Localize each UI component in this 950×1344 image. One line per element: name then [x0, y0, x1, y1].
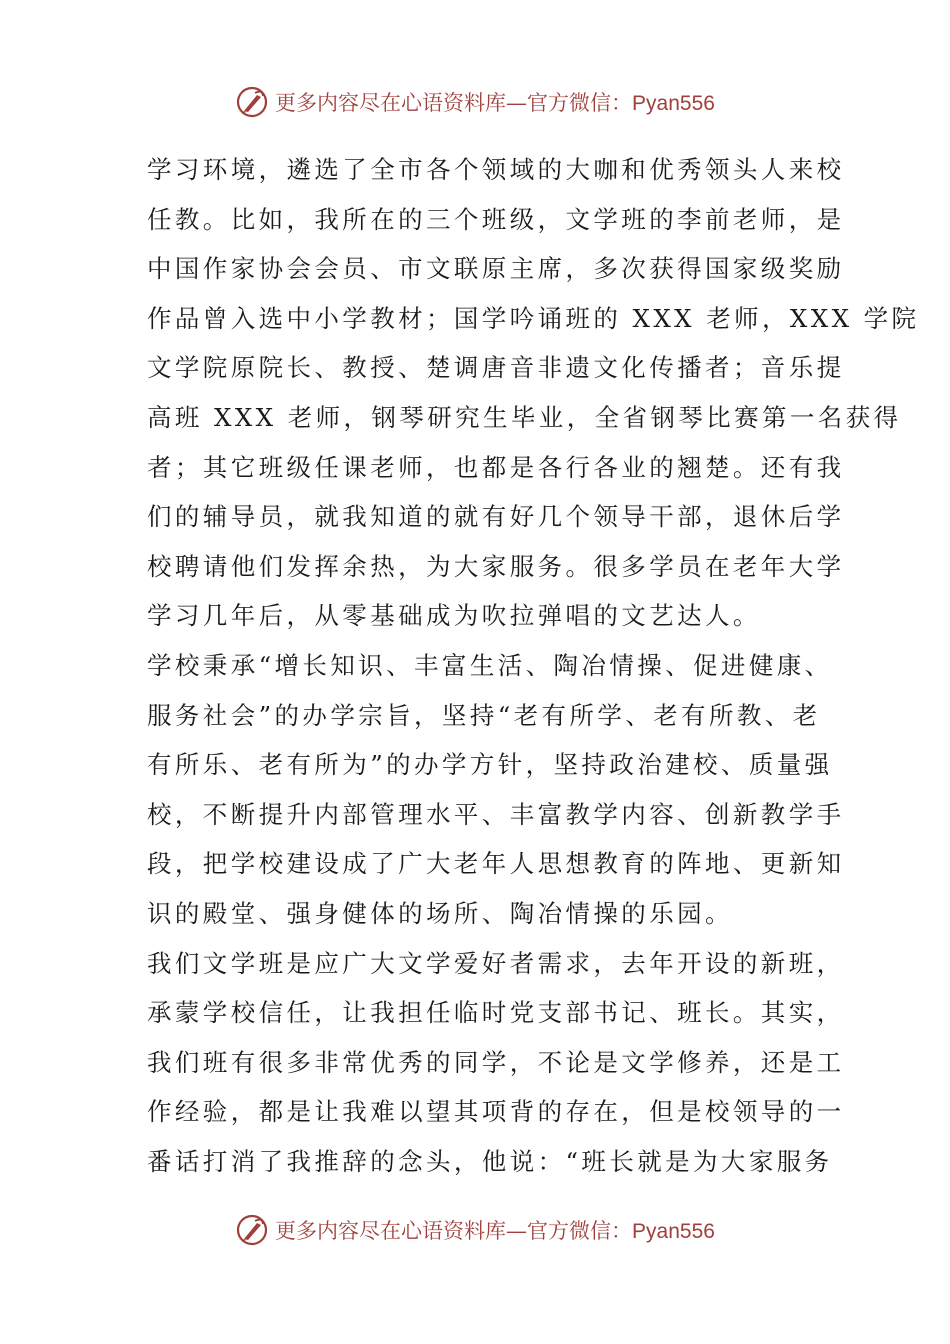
banner-caption: 更多内容尽在心语资料库—官方微信：: [275, 1219, 633, 1243]
wechat-id: Pyan556: [632, 92, 715, 115]
text-line: 识的殿堂、强身健体的场所、陶冶情操的乐园。: [147, 898, 733, 928]
wechat-id: Pyan556: [632, 1220, 715, 1243]
text-line: 们的辅导员，就我知道的就有好几个领导干部，退休后学: [147, 502, 845, 532]
pen-nib-logo-icon: [235, 85, 269, 119]
text-line: 承蒙学校信任，让我担任临时党支部书记、班长。其实，: [147, 998, 845, 1028]
header-banner: [0, 82, 950, 122]
text-line: 学习几年后，从零基础成为吹拉弹唱的文艺达人。: [147, 601, 761, 631]
banner-caption: 更多内容尽在心语资料库—官方微信：: [275, 91, 633, 115]
text-line: 作经验，都是让我难以望其项背的存在，但是校领导的一: [147, 1097, 845, 1127]
text-line: 者；其它班级任课老师，也都是各行各业的翘楚。还有我: [147, 452, 845, 482]
text-line: 我们班有很多非常优秀的同学，不论是文学修养，还是工: [147, 1047, 845, 1077]
text-line: 服务社会”的办学宗旨，坚持“老有所学、老有所教、老: [147, 700, 821, 730]
text-line: 校聘请他们发挥余热，为大家服务。很多学员在老年大学: [147, 551, 845, 581]
text-line: 有所乐、老有所为”的办学方针，坚持政治建校、质量强: [147, 750, 833, 780]
text-line: 作品曾入选中小学教材；国学吟诵班的 XXX 老师，XXX 学院: [147, 303, 920, 333]
footer-banner: [0, 1210, 950, 1250]
text-line: 学习环境，遴选了全市各个领域的大咖和优秀领头人来校: [147, 155, 845, 184]
text-line: 学校秉承“增长知识、丰富生活、陶冶情操、促进健康、: [147, 650, 833, 680]
pen-nib-logo-icon: [235, 1213, 269, 1247]
text-line: 校，不断提升内部管理水平、丰富教学内容、创新教学手: [147, 799, 845, 829]
document-body: [147, 145, 920, 1186]
text-line: 中国作家协会会员、市文联原主席，多次获得国家级奖励: [147, 254, 845, 284]
banner-text: [275, 87, 715, 117]
text-line: 高班 XXX 老师，钢琴研究生毕业，全省钢琴比赛第一名获得: [147, 402, 902, 432]
text-line: 文学院原院长、教授、楚调唐音非遗文化传播者；音乐提: [147, 353, 845, 383]
text-line: 任教。比如，我所在的三个班级，文学班的李前老师，是: [147, 204, 845, 234]
banner-text: [275, 1215, 715, 1245]
text-line: 我们文学班是应广大文学爱好者需求，去年开设的新班，: [147, 948, 845, 978]
text-line: 段，把学校建设成了广大老年人思想教育的阵地、更新知: [147, 849, 845, 879]
text-line: 番话打消了我推辞的念头，他说：“班长就是为大家服务: [147, 1146, 833, 1176]
